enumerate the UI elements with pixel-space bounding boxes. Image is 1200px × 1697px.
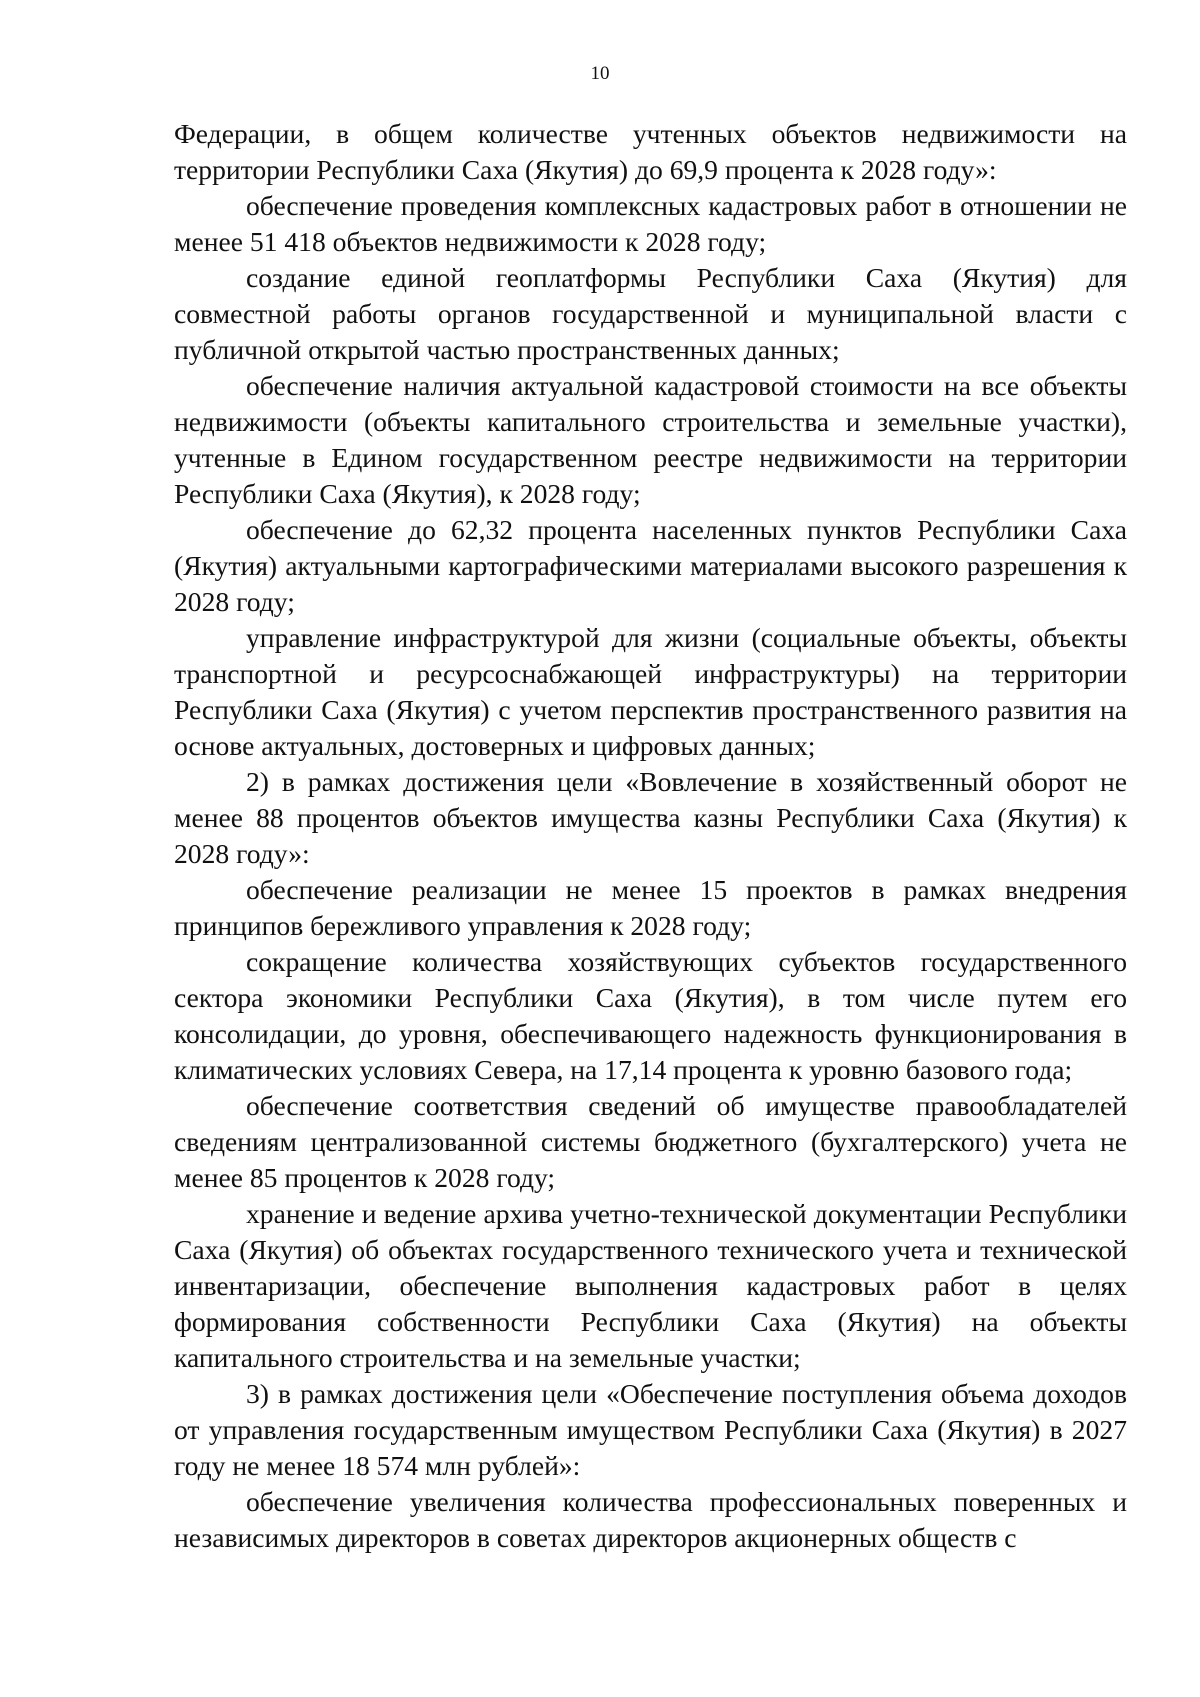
- paragraph: обеспечение увеличения количества профессиональных поверенных и независимых директоров в советах директоров акционерных обществ с: [174, 1486, 1127, 1553]
- paragraph: обеспечение до 62,32 процента населенных пунктов Республики Саха (Якутия) актуальными картографическими материалами высокого разрешения к 2028 году;: [174, 514, 1127, 617]
- paragraph: обеспечение наличия актуальной кадастровой стоимости на все объекты недвижимости (объекты капитального строительства и земельные участки), учтенные в Едином государственном реестре недвижимости на территории Республики Саха (Якутия), к 2028 году;: [174, 370, 1127, 509]
- paragraph-continuation: Федерации, в общем количестве учтенных объектов недвижимости на территории Республики Саха (Якутия) до 69,9 процента к 2028 году»:: [174, 118, 1127, 185]
- paragraph: обеспечение соответствия сведений об имуществе правообладателей сведениям централизованной системы бюджетного (бухгалтерского) учета не менее 85 процентов к 2028 году;: [174, 1090, 1127, 1193]
- page-number: 10: [590, 63, 610, 84]
- paragraph: обеспечение реализации не менее 15 проектов в рамках внедрения принципов бережливого управления к 2028 году;: [174, 874, 1127, 941]
- paragraph: управление инфраструктурой для жизни (социальные объекты, объекты транспортной и ресурсоснабжающей инфраструктуры) на территории Республики Саха (Якутия) с учетом перспектив пространственного развития на основе актуальных, достоверных и цифровых данных;: [174, 622, 1127, 761]
- paragraph: обеспечение проведения комплексных кадастровых работ в отношении не менее 51 418 объектов недвижимости к 2028 году;: [174, 190, 1127, 257]
- paragraph: создание единой геоплатформы Республики Саха (Якутия) для совместной работы органов государственной и муниципальной власти с публичной открытой частью пространственных данных;: [174, 262, 1127, 365]
- paragraph: сокращение количества хозяйствующих субъектов государственного сектора экономики Республики Саха (Якутия), в том числе путем его консолидации, до уровня, обеспечивающего надежность функционирования в климатических условиях Севера, на 17,14 процента к уровню базового года;: [174, 946, 1127, 1085]
- paragraph: 3) в рамках достижения цели «Обеспечение поступления объема доходов от управления государственным имуществом Республики Саха (Якутия) в 2027 году не менее 18 574 млн рублей»:: [174, 1378, 1127, 1481]
- document-body: [174, 116, 1127, 1556]
- paragraph: хранение и ведение архива учетно-технической документации Республики Саха (Якутия) об объектах государственного технического учета и технической инвентаризации, обеспечение выполнения кадастровых работ в целях формирования собственности Республики Саха (Якутия) на объекты капитального строительства и на земельные участки;: [174, 1198, 1127, 1373]
- paragraph: 2) в рамках достижения цели «Вовлечение в хозяйственный оборот не менее 88 процентов объектов имущества казны Республики Саха (Якутия) к 2028 году»:: [174, 766, 1127, 869]
